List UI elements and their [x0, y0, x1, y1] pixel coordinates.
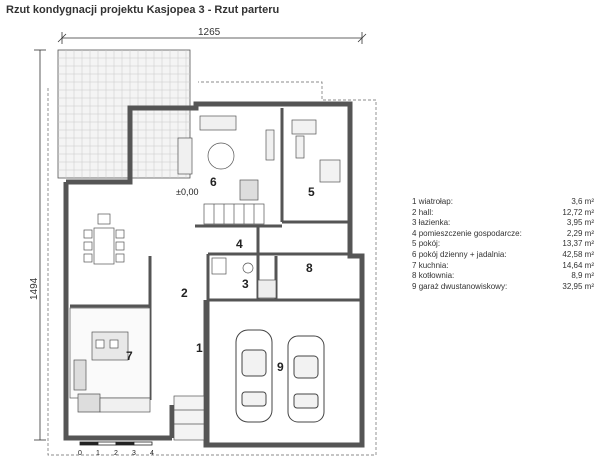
legend-row: 5 pokój: 13,37 m² [412, 239, 594, 249]
room-number-6: 6 [210, 175, 217, 189]
legend-row: 9 garaż dwustanowiskowy: 32,95 m² [412, 281, 594, 291]
room5-furniture [292, 120, 340, 182]
entrance-steps [174, 396, 204, 440]
room-legend [412, 197, 594, 292]
terrace [58, 50, 190, 178]
width-dimension-label: 1265 [198, 27, 221, 38]
legend-row: 4 pomieszczenie gospodarcze: 2,29 m² [412, 228, 594, 238]
room-number-9: 9 [277, 360, 284, 374]
scale-label-0: 0 [78, 450, 82, 457]
legend-row: 2 hall: 12,72 m² [412, 207, 594, 217]
room-number-2: 2 [181, 286, 188, 300]
legend-row: 6 pokój dzienny + jadalnia: 42,58 m² [412, 249, 594, 259]
scale-label-2: 2 [114, 450, 118, 457]
scale-label-3: 3 [132, 450, 136, 457]
plan-title: Rzut kondygnacji projektu Kasjopea 3 - Rzut parteru [6, 4, 280, 16]
scale-bar [80, 442, 152, 445]
height-dimension [34, 50, 46, 440]
height-dimension-label: 1494 [29, 277, 40, 300]
legend-row: 3 łazienka: 3,95 m² [412, 218, 594, 228]
level-mark: ±0,00 [176, 187, 199, 197]
room-number-3: 3 [242, 277, 249, 291]
scale-label-1: 1 [96, 450, 100, 457]
garage-cars [236, 330, 324, 422]
room-number-5: 5 [308, 185, 315, 199]
room-number-8: 8 [306, 261, 313, 275]
room-number-4: 4 [236, 237, 243, 251]
dining-table [84, 214, 124, 264]
room-number-7: 7 [126, 349, 133, 363]
legend-row: 1 wiatrołap: 3,6 m² [412, 197, 594, 206]
staircase [204, 204, 264, 224]
scale-label-4: 4 [150, 450, 154, 457]
room-number-1: 1 [196, 341, 203, 355]
legend-row: 7 kuchnia: 14,64 m² [412, 260, 594, 270]
legend-row: 8 kotłownia: 8,9 m² [412, 271, 594, 281]
kitchen-fittings [70, 308, 150, 412]
